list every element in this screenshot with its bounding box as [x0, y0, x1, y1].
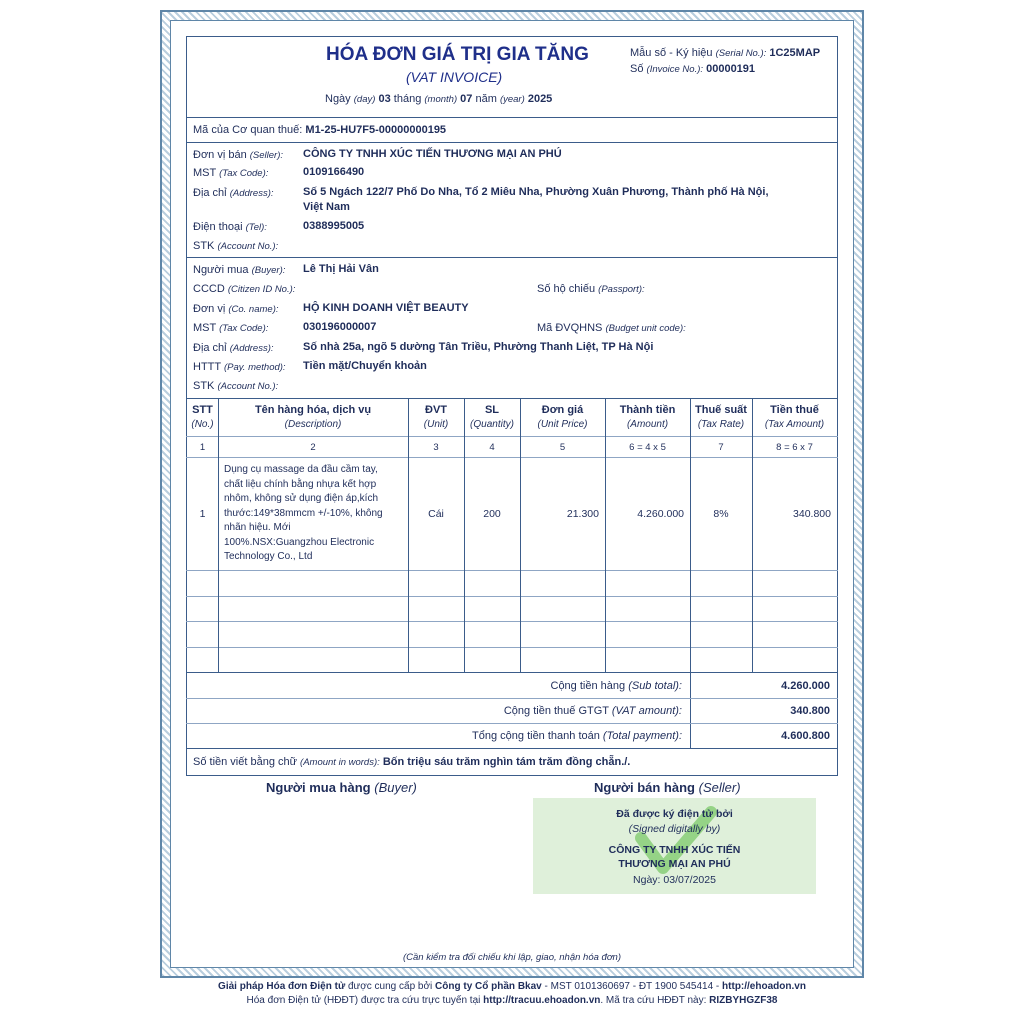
lookup-code: RIZBYHGZF38 [709, 995, 778, 1006]
table-bottom-border [186, 672, 838, 673]
table-row-divider [186, 621, 838, 622]
buyer-address: Số nhà 25a, ngõ 5 dường Tân Triều, Phường Thanh Liệt, TP Hà Nội [303, 341, 654, 353]
invoice-title: HÓA ĐƠN GIÁ TRỊ GIA TĂNG [326, 44, 589, 65]
lookup-link[interactable]: http://tracuu.ehoadon.vn [483, 995, 601, 1006]
amount-in-words-value: Bốn triệu sáu trăm nghìn tám trăm đồng chẵn./. [382, 756, 631, 768]
seller-address-line1: Số 5 Ngách 122/7 Phố Do Nha, Tổ 2 Miêu Nha, Phường Xuân Phương, Thành phố Hà Nội, [303, 186, 769, 198]
totals-divider [186, 723, 838, 724]
buyer-label: Người mua (Buyer): [193, 264, 286, 276]
col-divider [464, 398, 465, 672]
col-number: 4 [489, 442, 495, 453]
col-divider [605, 398, 606, 672]
col-number: 2 [310, 442, 316, 453]
divider [186, 257, 838, 258]
buyer-passport-label: Số hộ chiếu (Passport): [537, 283, 645, 295]
date-day: 03 [378, 93, 391, 105]
col-header-unit-price: Đơn giá (Unit Price) [537, 404, 588, 430]
buyer-company-label: Đơn vị (Co. name): [193, 303, 279, 315]
seller-phone-label: Điện thoại (Tel): [193, 221, 267, 233]
table-header-divider [186, 436, 838, 437]
table-colnum-divider [186, 457, 838, 458]
col-header-stt: STT (No.) [191, 404, 214, 430]
subtotal-label: Cộng tiền hàng (Sub total): [550, 680, 682, 692]
seller-account-label: STK (Account No.): [193, 240, 279, 252]
total-label: Tổng cộng tiền thanh toán (Total payment): [472, 730, 682, 742]
vat-label: Cộng tiền thuế GTGT (VAT amount): [503, 705, 682, 717]
seller-signature-title: Người bán hàng (Seller) [594, 780, 741, 795]
row-description: Dụng cụ massage da đầu cầm tay, chất liệu chính bằng nhựa kết hợp nhôm, không sử dụng điện áp,kích thước:149*38mmcm +/-10%, không nhãn hiệu. Mới 100%.NSX:Guangzhou Electronic Technology Co., Ltd [224, 464, 383, 562]
row-quantity: 200 [483, 508, 501, 520]
digital-signature-stamp [533, 798, 816, 894]
buyer-id-label: CCCD (Citizen ID No.): [193, 283, 296, 295]
seller-tax-label: MST (Tax Code): [193, 167, 269, 179]
provider-link[interactable]: http://ehoadon.vn [722, 981, 806, 992]
table-top-border [186, 398, 838, 399]
col-divider [752, 398, 753, 672]
row-stt: 1 [199, 508, 206, 520]
date-month: 07 [460, 93, 473, 105]
table-row-divider [186, 647, 838, 648]
seller-tax-code: 0109166490 [303, 166, 365, 178]
divider [186, 117, 838, 118]
col-divider [520, 398, 521, 672]
col-header-quantity: SL (Quantity) [470, 404, 514, 430]
buyer-name: Lê Thị Hải Vân [303, 263, 379, 275]
pay-method-label: HTTT (Pay. method): [193, 361, 286, 373]
amount-in-words: Số tiền viết bằng chữ (Amount in words): Bốn triệu sáu trăm nghìn tám trăm đồng chẵn./. [193, 756, 631, 768]
vat-value: 340.800 [790, 705, 830, 717]
buyer-address-label: Địa chỉ (Address): [193, 342, 274, 354]
subtotal-value: 4.260.000 [781, 680, 830, 692]
col-header-tax-amount: Tiền thuế (Tax Amount) [764, 404, 825, 430]
col-number: 7 [718, 442, 724, 453]
footer-provider: Giải pháp Hóa đơn Điện tử được cung cấp bởi Công ty Cổ phần Bkav - MST 0101360697 - ĐT 1900 545414 - http://ehoadon.vn [218, 981, 806, 992]
row-unit-price: 21.300 [566, 508, 599, 520]
col-number: 8 = 6 x 7 [776, 442, 813, 453]
row-tax-rate: 8% [713, 508, 729, 520]
signer-name-line2: THƯƠNG MẠI AN PHÚ [618, 858, 731, 870]
signed-date: Ngày: 03/07/2025 [633, 874, 716, 886]
buyer-signature-title: Người mua hàng (Buyer) [266, 780, 417, 795]
date-year: 2025 [527, 93, 553, 105]
seller-name-label: Đơn vị bán (Seller): [193, 149, 284, 161]
total-value: 4.600.800 [781, 730, 830, 742]
buyer-account-label: STK (Account No.): [193, 380, 279, 392]
divider [186, 748, 838, 749]
row-unit: Cái [428, 508, 444, 520]
seller-address-line2: Việt Nam [303, 201, 350, 213]
col-number: 5 [559, 442, 566, 453]
seller-phone: 0388995005 [303, 220, 365, 232]
buyer-tax-label: MST (Tax Code): [193, 322, 269, 334]
seller-address-label: Địa chỉ (Address): [193, 187, 274, 199]
signed-by-label: Đã được ký điện tử bởi [616, 808, 733, 820]
col-header-unit: ĐVT (Unit) [423, 404, 449, 430]
col-divider [218, 398, 219, 672]
row-tax-amount: 340.800 [793, 508, 831, 520]
invoice-number: Số (Invoice No.): 00000191 [630, 63, 756, 75]
table-row-divider [186, 570, 838, 571]
signer-name-line1: CÔNG TY TNHH XÚC TIẾN [608, 844, 741, 856]
invoice-subtitle: (VAT INVOICE) [406, 69, 503, 85]
seller-name: CÔNG TY TNHH XÚC TIẾN THƯƠNG MẠI AN PHÚ [303, 148, 562, 160]
col-header-amount: Thành tiền (Amount) [619, 404, 676, 430]
totals-divider [186, 698, 838, 699]
serial-number: Mẫu số - Ký hiệu (Serial No.): 1C25MAP [630, 47, 821, 59]
signed-by-label-en: (Signed digitally by) [628, 823, 721, 835]
footer-lookup: Hóa đơn Điện tử (HĐĐT) được tra cứu trực tuyến tại http://tracuu.ehoadon.vn. Mã tra cứu HĐĐT này: RIZBYHGZF38 [246, 995, 778, 1006]
col-header-description: Tên hàng hóa, dịch vụ (Description) [254, 404, 372, 430]
col-number: 6 = 4 x 5 [629, 442, 666, 453]
col-header-tax-rate: Thuế suất (Tax Rate) [695, 404, 747, 430]
col-divider [408, 398, 409, 672]
divider [186, 142, 838, 143]
verification-note: (Cần kiểm tra đối chiếu khi lập, giao, nhận hóa đơn) [402, 952, 622, 963]
invoice-date: Ngày (day) 03 tháng (month) 07 năm (year) 2025 [325, 93, 553, 105]
col-number: 1 [199, 442, 206, 453]
pay-method: Tiền mặt/Chuyển khoản [303, 360, 427, 372]
buyer-budget-label: Mã ĐVQHNS (Budget unit code): [537, 322, 686, 334]
col-number: 3 [433, 442, 439, 453]
table-row-divider [186, 596, 838, 597]
buyer-company: HỘ KINH DOANH VIỆT BEAUTY [303, 302, 469, 314]
buyer-tax-code: 030196000007 [303, 321, 377, 333]
row-amount: 4.260.000 [637, 508, 684, 520]
tax-authority-code: Mã của Cơ quan thuế: M1-25-HU7F5-00000000195 [193, 124, 447, 136]
